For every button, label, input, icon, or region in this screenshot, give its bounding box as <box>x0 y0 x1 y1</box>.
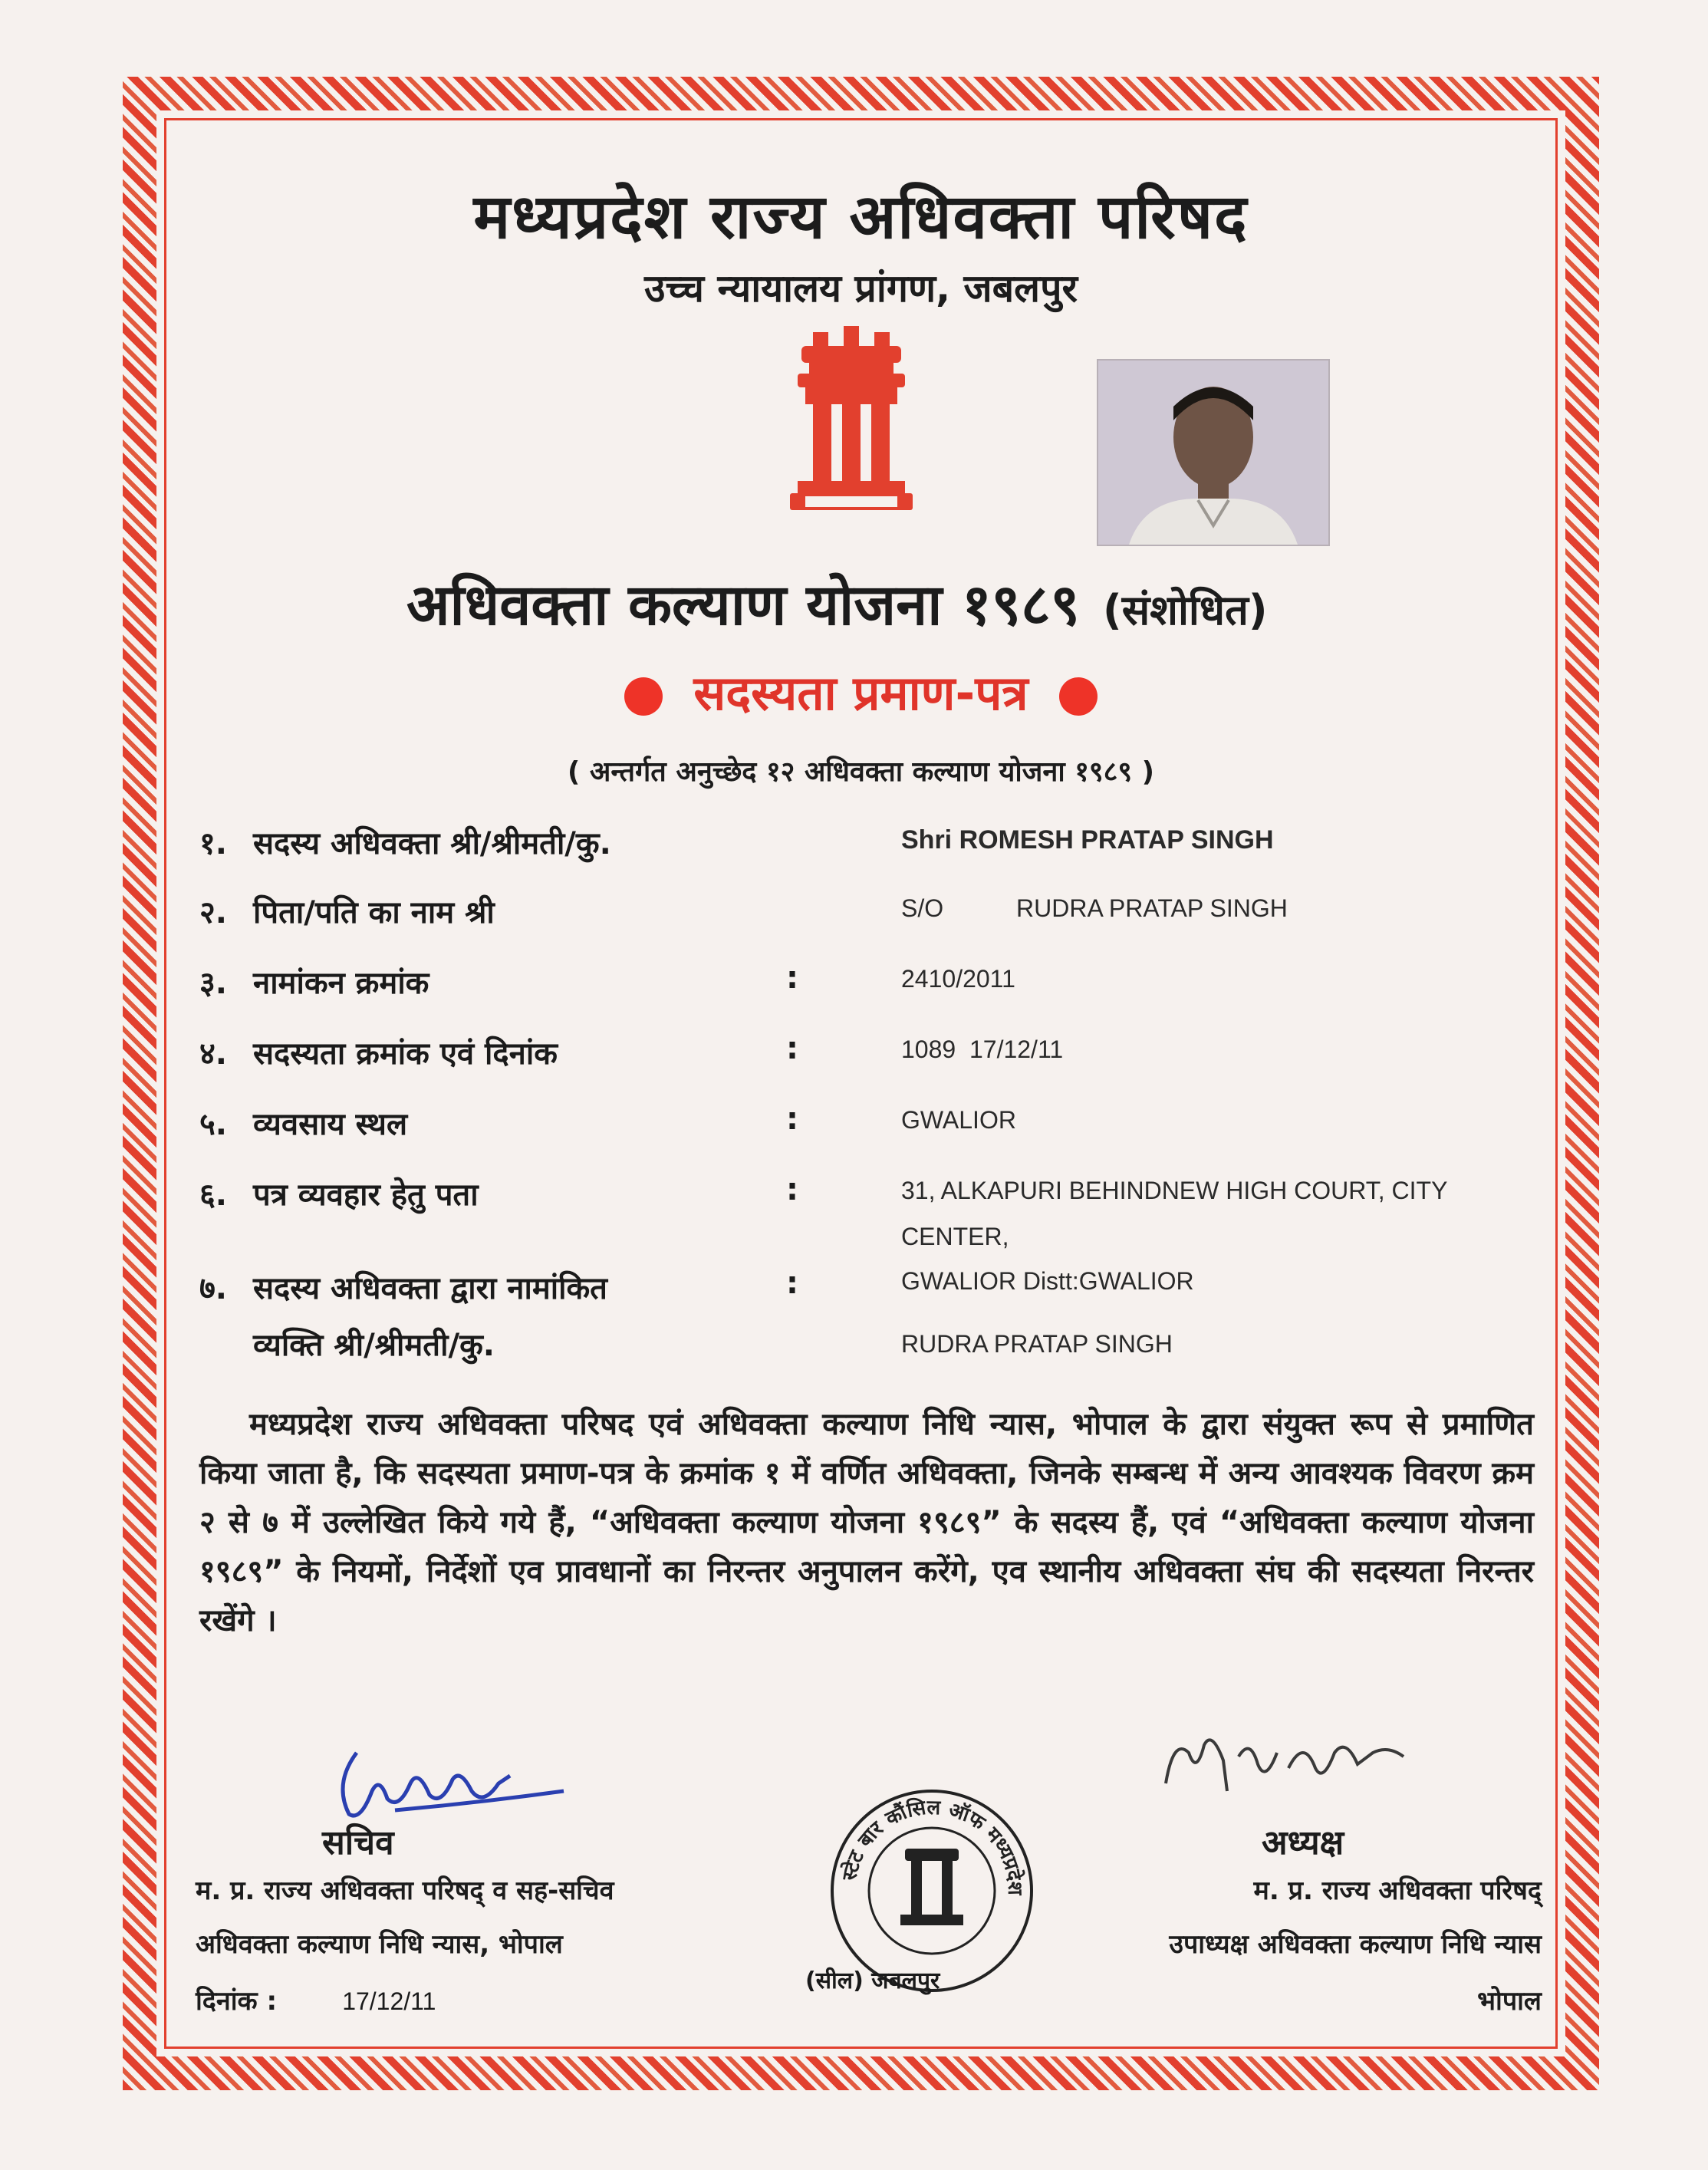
field-number: ६. <box>199 1177 227 1213</box>
state-emblem-icon <box>790 326 913 522</box>
chairman-signature <box>1150 1722 1427 1806</box>
chairman-signature-mark <box>1150 1722 1427 1806</box>
field-row-membership-number <box>199 1031 1549 1092</box>
field-value-practice-place: GWALIOR <box>901 1106 1016 1134</box>
scheme-title <box>406 564 1404 641</box>
secretary-details <box>196 1872 614 2017</box>
svg-text:स्टेट बार कौंसिल ऑफ मध्यप्रदेश <box>838 1796 1026 1897</box>
field-value-membership-number: 1089 17/12/11 <box>901 1036 1064 1063</box>
field-value-address-line1: 31, ALKAPURI BEHINDNEW HIGH COURT, CITY <box>901 1177 1448 1204</box>
field-value-address-line3: GWALIOR Distt:GWALIOR <box>901 1267 1194 1295</box>
field-colon: : <box>786 1031 798 1066</box>
field-number: ५. <box>199 1107 227 1142</box>
field-value-nominee: RUDRA PRATAP SINGH <box>901 1330 1173 1358</box>
certificate-content <box>176 130 1545 2037</box>
field-row-member-name <box>199 821 1549 882</box>
chairman-line2: उपाध्यक्ष अधिवक्ता कल्याण निधि न्यास <box>1169 1929 1542 1960</box>
scheme-amended: (संशोधित) <box>1103 586 1268 634</box>
secretary-date-label: दिनांक : <box>196 1986 278 2017</box>
certificate-reference: ( अन्तर्गत अनुच्छेद १२ अधिवक्ता कल्याण योजना १९८९ ) <box>567 756 1155 788</box>
declaration-text: मध्यप्रदेश राज्य अधिवक्ता परिषद एवं अधिवक्ता कल्याण निधि न्यास, भोपाल के द्वारा संयुक्त रूप से प्रमाणित किया जाता है, कि सदस्यता प्रमाण-पत्र के क्रमांक १ में वर्णित अधिवक्ता, जिनके सम्बन्ध में अन्य आवश्यक विवरण क्रम २ से ७ में उल्लेखित किये गये हैं, “अधिवक्ता कल्याण योजना १९८९” के सदस्य हैं, एवं “अधिवक्ता कल्याण योजना १९८९” के नियमों, निर्देशों एव प्रावधानों का निरन्तर अनुपालन करेंगे, एव स्थानीय अधिवक्ता संघ की सदस्यता निरन्तर रखेंगे । <box>199 1407 1534 1638</box>
field-colon: : <box>786 1101 798 1137</box>
secretary-role: सचिव <box>322 1823 394 1862</box>
secretary-signature-mark <box>326 1737 579 1829</box>
field-value-member-name: Shri ROMESH PRATAP SINGH <box>901 825 1274 854</box>
certificate-title: सदस्यता प्रमाण-पत्र <box>693 665 1028 721</box>
field-row-enrolment-number <box>199 960 1549 1022</box>
field-colon: : <box>786 960 798 996</box>
seal-text: स्टेट बार कौंसिल ऑफ मध्यप्रदेश <box>838 1796 1027 1896</box>
field-value-address-line2: CENTER, <box>901 1223 1009 1250</box>
field-number: ४. <box>199 1036 227 1072</box>
secretary-block <box>322 1818 394 1864</box>
field-label: सदस्यता क्रमांक एवं दिनांक <box>253 1036 558 1072</box>
field-row-practice-place <box>199 1101 1549 1163</box>
council-address: उच्च न्यायालय प्रांगण, जबलपुर <box>644 266 1078 311</box>
field-row-father-name <box>199 890 1549 951</box>
field-number: १. <box>199 826 227 861</box>
field-number: २. <box>199 895 227 930</box>
scheme-name: अधिवक्ता कल्याण योजना १९८९ <box>406 572 1081 638</box>
field-label: पत्र व्यवहार हेतु पता <box>253 1177 479 1213</box>
field-label: सदस्य अधिवक्ता श्री/श्रीमती/कु. <box>253 826 611 861</box>
field-label: नामांकन क्रमांक <box>253 966 429 1001</box>
member-photo-portrait <box>1098 361 1328 545</box>
chairman-details <box>1051 1872 1542 2017</box>
red-dot-right-icon <box>1059 677 1098 716</box>
declaration-paragraph <box>199 1400 1534 1645</box>
secretary-line1: म. प्र. राज्य अधिवक्ता परिषद् व सह-सचिव <box>196 1875 614 1906</box>
field-label: सदस्य अधिवक्ता द्वारा नामांकित <box>253 1271 607 1306</box>
field-value-relation: S/O <box>901 894 944 922</box>
secretary-signature <box>326 1737 579 1829</box>
field-label: व्यवसाय स्थल <box>253 1107 408 1142</box>
field-value-father-name: RUDRA PRATAP SINGH <box>1016 894 1288 922</box>
certificate-title-row <box>176 660 1545 724</box>
field-label: पिता/पति का नाम श्री <box>253 895 495 930</box>
member-photo <box>1097 359 1330 546</box>
secretary-line2: अधिवक्ता कल्याण निधि न्यास, भोपाल <box>196 1929 563 1960</box>
field-label-line2: व्यक्ति श्री/श्रीमती/कु. <box>253 1328 495 1363</box>
chairman-line1: म. प्र. राज्य अधिवक्ता परिषद् <box>1253 1875 1542 1906</box>
field-colon: : <box>786 1266 798 1301</box>
chairman-line3: भोपाल <box>1477 1986 1542 2017</box>
council-title: मध्यप्रदेश राज्य अधिवक्ता परिषद <box>473 181 1249 252</box>
secretary-date-row <box>196 1982 614 2017</box>
secretary-date: 17/12/11 <box>342 1987 436 2015</box>
field-number: ३. <box>199 966 227 1001</box>
field-number: ७. <box>199 1271 227 1306</box>
field-value-enrolment-number: 2410/2011 <box>901 965 1015 993</box>
chairman-role: अध्यक्ष <box>1262 1823 1344 1862</box>
seal-bottom-text: (सील) जबलपुर <box>805 1967 940 1994</box>
red-dot-left-icon <box>624 677 663 716</box>
field-colon: : <box>786 1172 798 1207</box>
chairman-block <box>1262 1818 1344 1864</box>
field-row-nominee <box>199 1266 1549 1388</box>
